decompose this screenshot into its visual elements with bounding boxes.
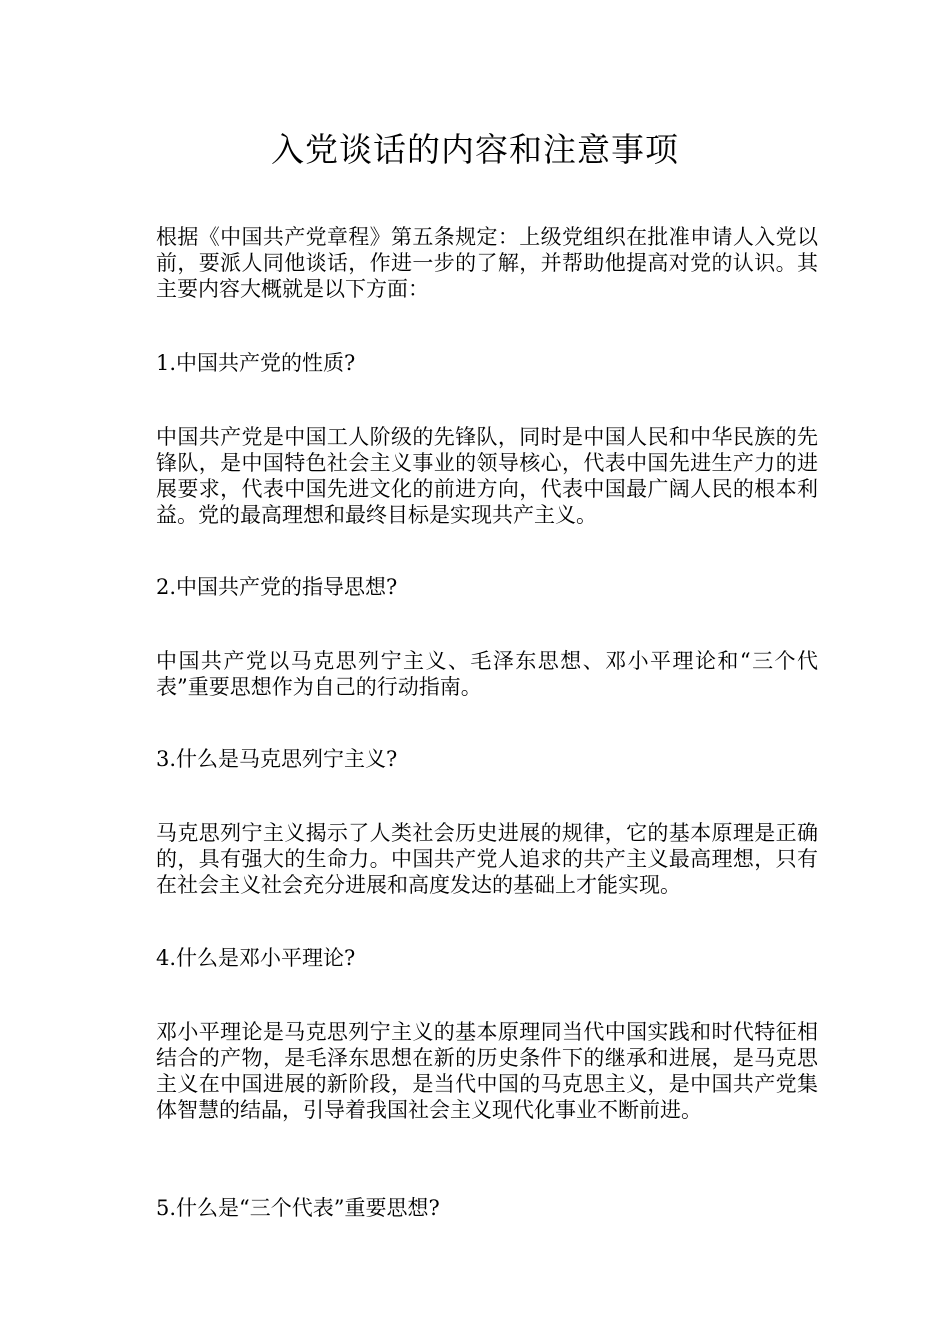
section-heading-3: 3.什么是马克思列宁主义? — [156, 747, 398, 771]
section-heading-4: 4.什么是邓小平理论? — [156, 946, 356, 970]
intro-paragraph: 根据《中国共产党章程》第五条规定：上级党组织在批准申请人入党以前，要派人同他谈话，作进一步的了解，并帮助他提高对党的认识。其主要内容大概就是以下方面： — [156, 225, 818, 301]
section-body-1: 中国共产党是中国工人阶级的先锋队，同时是中国人民和中华民族的先锋队，是中国特色社会主义事业的领导核心，代表中国先进生产力的进展要求，代表中国先进文化的前进方向，代表中国最广阔人民的根本利益。党的最高理想和最终目标是实现共产主义。 — [156, 425, 818, 527]
section-heading-5: 5.什么是“三个代表”重要思想? — [156, 1196, 440, 1220]
section-body-2: 中国共产党以马克思列宁主义、毛泽东思想、邓小平理论和“三个代表”重要思想作为自己的行动指南。 — [156, 649, 818, 699]
section-body-3: 马克思列宁主义揭示了人类社会历史进展的规律，它的基本原理是正确的，具有强大的生命力。中国共产党人追求的共产主义最高理想，只有在社会主义社会充分进展和高度发达的基础上才能实现。 — [156, 821, 818, 897]
document-title: 入党谈话的内容和注意事项 — [271, 130, 679, 169]
section-heading-2: 2.中国共产党的指导思想? — [156, 575, 398, 599]
section-heading-1: 1.中国共产党的性质? — [156, 351, 356, 375]
section-body-4: 邓小平理论是马克思列宁主义的基本原理同当代中国实践和时代特征相结合的产物，是毛泽东思想在新的历史条件下的继承和进展，是马克思主义在中国进展的新阶段，是当代中国的马克思主义，是中国共产党集体智慧的结晶，引导着我国社会主义现代化事业不断前进。 — [156, 1020, 818, 1122]
